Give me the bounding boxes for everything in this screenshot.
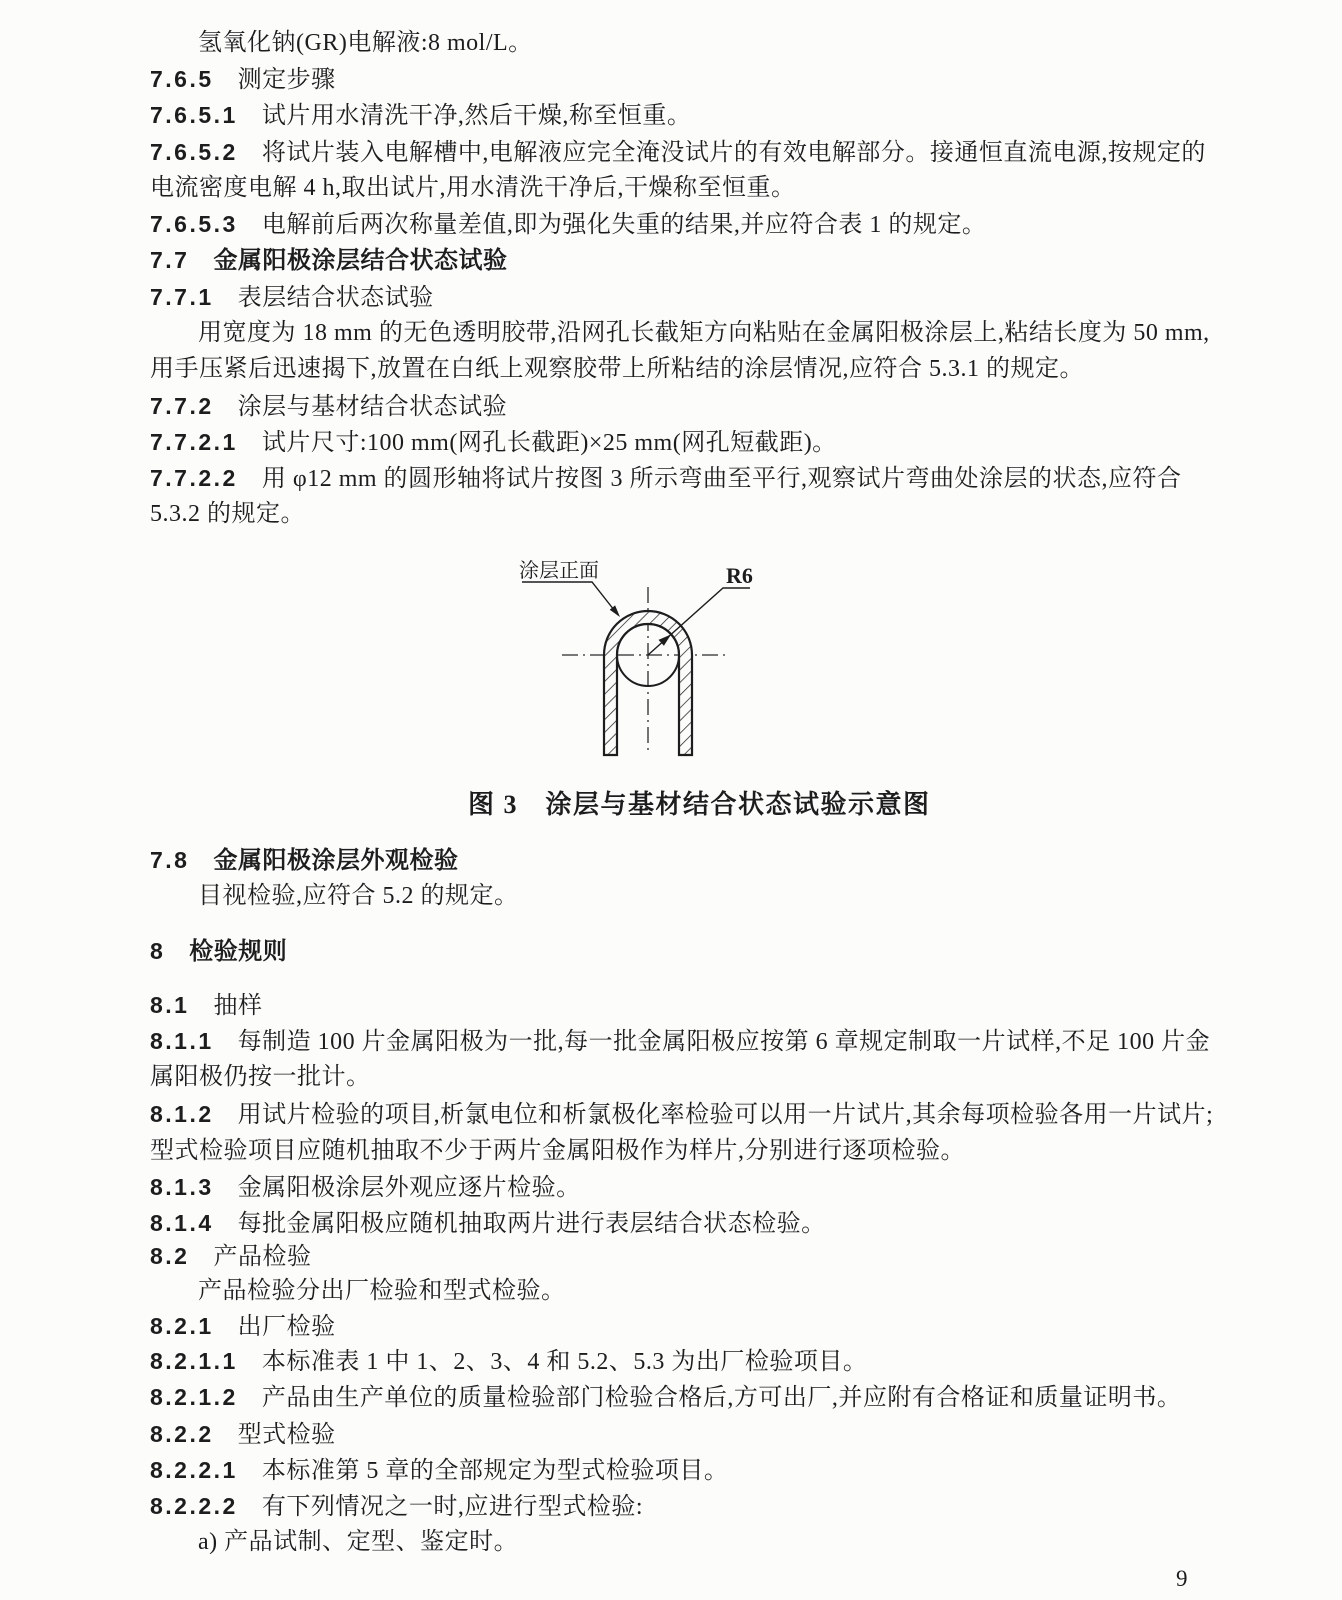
clause-text: 有下列情况之一时,应进行型式检验: [261,1494,644,1520]
clause-number: 7.7 [150,247,190,273]
clause-number: 8.1.3 [150,1174,214,1200]
clause-line [150,463,1182,494]
coating-front-label: 涂层正面 [519,560,599,582]
clause-line [150,1382,1181,1413]
coating-leader-line [522,582,618,615]
clause-line [150,1172,581,1203]
text-line [150,1062,371,1092]
clause-text: 每批金属阳极应随机抽取两片进行表层结合状态检验。 [237,1211,826,1237]
clause-line [150,391,507,422]
clause-text: 用 φ12 mm 的圆形轴将试片按图 3 所示弯曲至平行,观察试片弯曲处涂层的状态,应符合 [261,466,1182,492]
clause-line [150,427,837,458]
clause-number: 8.2.1.2 [150,1384,238,1410]
clause-number: 7.6.5 [150,66,214,92]
clause-text: 用宽度为 18 mm 的无色透明胶带,沿网孔长截矩方向粘贴在金属阳极涂层上,粘结长度为 50 mm, [198,320,1210,346]
clause-line [150,64,336,95]
radius-label: R6 [726,563,753,588]
clause-text: 金属阳极涂层外观应逐片检验。 [237,1175,581,1201]
clause-text: 本标准第 5 章的全部规定为型式检验项目。 [261,1458,729,1484]
bent-strip-section [604,611,692,755]
clause-text: 金属阳极涂层外观检验 [213,848,459,874]
clause-text: 抽样 [213,993,263,1019]
clause-line [150,845,458,876]
clause-line [150,1311,336,1342]
clause-line [150,936,287,967]
shaft-circle [617,624,679,686]
text-line [150,499,305,529]
clause-number: 8.2 [150,1243,190,1269]
clause-line [150,282,434,313]
clause-text: 表层结合状态试验 [237,285,434,311]
clause-line [150,245,507,276]
clause-number: 8.2.1.1 [150,1348,238,1374]
clause-number: 7.7.2.2 [150,465,238,491]
clause-line [150,990,262,1021]
clause-text: 属阳极仍按一批计。 [150,1064,371,1090]
clause-text: 试片尺寸:100 mm(网孔长截距)×25 mm(网孔短截距)。 [261,430,837,456]
clause-text: 每制造 100 片金属阳极为一批,每一批金属阳极应按第 6 章规定制取一片试样,不足 100 片金 [237,1029,1211,1055]
clause-number: 8 [150,938,166,964]
radius-arrowhead [659,634,672,645]
clause-text: 将试片装入电解槽中,电解液应完全淹没试片的有效电解部分。接通恒直流电源,按规定的 [261,140,1206,166]
figure-caption: 图 3 涂层与基材结合状态试验示意图 [468,790,931,819]
clause-number: 7.7.1 [150,284,214,310]
clause-number: 7.6.5.1 [150,102,238,128]
clause-number: 8.2.2 [150,1421,214,1447]
clause-number: 7.7.2 [150,393,214,419]
clause-number: 8.1.4 [150,1210,214,1236]
clause-text: 产品检验分出厂检验和型式检验。 [198,1278,566,1304]
clause-number: 8.1 [150,992,190,1018]
text-line [198,881,519,911]
clause-number: 7.8 [150,847,190,873]
text-line [198,28,533,58]
clause-text: 产品由生产单位的质量检验部门检验合格后,方可出厂,并应附有合格证和质量证明书。 [261,1385,1182,1411]
clause-line [150,1208,826,1239]
clause-line [150,1491,643,1522]
clause-number: 8.2.2.2 [150,1493,238,1519]
clause-text: 本标准表 1 中 1、2、3、4 和 5.2、5.3 为出厂检验项目。 [261,1349,868,1375]
text-line [198,318,1210,348]
page-number: 9 [1176,1566,1188,1591]
coating-leader-arrowhead [610,605,620,617]
clause-text: 检验规则 [189,939,288,965]
text-line [198,1527,518,1557]
clause-text: 涂层与基材结合状态试验 [237,394,508,420]
text-line [150,173,796,203]
clause-line [150,1241,311,1272]
clause-line [150,100,691,131]
clause-text: 产品检验 [213,1244,312,1270]
clause-text: 型式检验 [237,1422,336,1448]
clause-line [150,1026,1210,1057]
clause-text: 目视检验,应符合 5.2 的规定。 [198,883,519,909]
clause-text: 金属阳极涂层结合状态试验 [213,248,508,274]
clause-text: 试片用水清洗干净,然后干燥,称至恒重。 [261,103,692,129]
clause-line [150,1419,336,1450]
clause-text: 用手压紧后迅速揭下,放置在白纸上观察胶带上所粘结的涂层情况,应符合 5.3.1 的规定。 [150,356,1084,382]
clause-number: 8.2.2.1 [150,1457,238,1483]
clause-text: 出厂检验 [237,1314,336,1340]
text-line [150,1136,965,1166]
clause-number: 7.6.5.3 [150,211,238,237]
clause-text: 5.3.2 的规定。 [150,501,305,527]
clause-text: 氢氧化钠(GR)电解液:8 mol/L。 [198,30,533,56]
radius-leader-line [648,588,750,655]
clause-number: 7.7.2.1 [150,429,238,455]
clause-line [150,1455,728,1486]
text-line [150,354,1084,384]
clause-number: 8.2.1 [150,1313,214,1339]
clause-text: a) 产品试制、定型、鉴定时。 [198,1529,519,1555]
clause-line [150,1346,867,1377]
clause-text: 测定步骤 [237,67,336,93]
clause-text: 用试片检验的项目,析氯电位和析氯极化率检验可以用一片试片,其余每项检验各用一片试片; [237,1102,1214,1128]
clause-number: 7.6.5.2 [150,139,238,165]
clause-number: 8.1.2 [150,1101,214,1127]
clause-line [150,137,1206,168]
clause-text: 电解前后两次称量差值,即为强化失重的结果,并应符合表 1 的规定。 [261,212,987,238]
clause-text: 电流密度电解 4 h,取出试片,用水清洗干净后,干燥称至恒重。 [150,175,796,201]
clause-text: 型式检验项目应随机抽取不少于两片金属阳极作为样片,分别进行逐项检验。 [150,1138,965,1164]
clause-line [150,209,986,240]
text-line [198,1276,566,1306]
clause-number: 8.1.1 [150,1028,214,1054]
clause-line [150,1099,1213,1130]
